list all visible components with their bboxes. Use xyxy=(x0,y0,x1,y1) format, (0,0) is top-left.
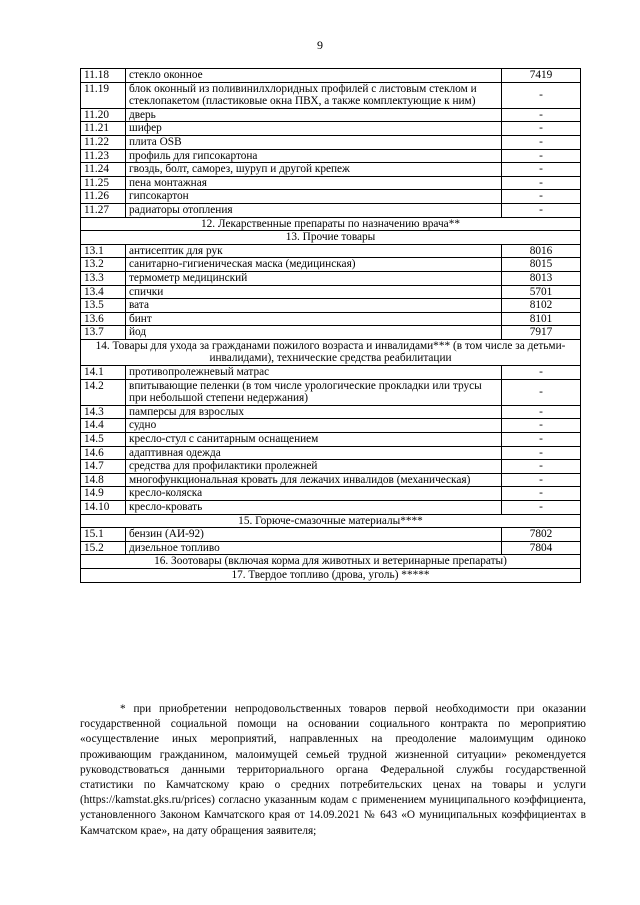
item-name: плита OSB xyxy=(126,135,502,149)
item-name: многофункциональная кровать для лежачих инвалидов (механическая) xyxy=(126,473,502,487)
table-row xyxy=(81,473,581,487)
section-row xyxy=(81,217,581,231)
item-number: 11.23 xyxy=(81,149,126,163)
item-number: 14.3 xyxy=(81,405,126,419)
item-name: блок оконный из поливинилхлоридных профилей с листовым стеклом и стеклопакетом (пластиковые окна ПВХ, а также комплектующие к ним) xyxy=(126,82,502,108)
item-number: 11.27 xyxy=(81,203,126,217)
table-row xyxy=(81,285,581,299)
item-name: пена монтажная xyxy=(126,176,502,190)
item-name: спички xyxy=(126,285,502,299)
table-row xyxy=(81,258,581,272)
item-name: средства для профилактики пролежней xyxy=(126,460,502,474)
item-code: - xyxy=(502,190,581,204)
item-number: 14.1 xyxy=(81,366,126,380)
item-number: 15.2 xyxy=(81,541,126,555)
table-row xyxy=(81,244,581,258)
item-number: 13.1 xyxy=(81,244,126,258)
item-number: 11.26 xyxy=(81,190,126,204)
item-name: вата xyxy=(126,299,502,313)
section-row xyxy=(81,514,581,528)
table-row xyxy=(81,176,581,190)
item-name: дизельное топливо xyxy=(126,541,502,555)
item-number: 11.25 xyxy=(81,176,126,190)
table-row xyxy=(81,122,581,136)
item-code: 8102 xyxy=(502,299,581,313)
table-row xyxy=(81,446,581,460)
item-code: - xyxy=(502,473,581,487)
item-code: - xyxy=(502,135,581,149)
item-number: 13.6 xyxy=(81,312,126,326)
item-code: - xyxy=(502,487,581,501)
section-row xyxy=(81,231,581,245)
item-code: - xyxy=(502,176,581,190)
table-row xyxy=(81,190,581,204)
item-name: впитывающие пеленки (в том числе урологические прокладки или трусы при небольшой степени недержания) xyxy=(126,379,502,405)
item-code: - xyxy=(502,163,581,177)
item-name: профиль для гипсокартона xyxy=(126,149,502,163)
table-row xyxy=(81,366,581,380)
table-row xyxy=(81,487,581,501)
item-code: 7419 xyxy=(502,69,581,83)
table-row xyxy=(81,501,581,515)
item-name: гвоздь, болт, саморез, шуруп и другой крепеж xyxy=(126,163,502,177)
table-row xyxy=(81,69,581,83)
item-code: 7804 xyxy=(502,541,581,555)
item-number: 13.5 xyxy=(81,299,126,313)
item-number: 14.7 xyxy=(81,460,126,474)
item-name: термометр медицинский xyxy=(126,271,502,285)
table-row xyxy=(81,203,581,217)
goods-table-body xyxy=(81,69,581,583)
item-name: противопролежневый матрас xyxy=(126,366,502,380)
table-row xyxy=(81,312,581,326)
section-title: 13. Прочие товары xyxy=(81,231,581,245)
item-name: адаптивная одежда xyxy=(126,446,502,460)
item-name: стекло оконное xyxy=(126,69,502,83)
item-code: 8101 xyxy=(502,312,581,326)
item-code: - xyxy=(502,446,581,460)
item-code: - xyxy=(502,108,581,122)
item-number: 11.24 xyxy=(81,163,126,177)
item-code: - xyxy=(502,379,581,405)
item-number: 14.5 xyxy=(81,433,126,447)
item-name: судно xyxy=(126,419,502,433)
item-name: кресло-коляска xyxy=(126,487,502,501)
section-row xyxy=(81,555,581,569)
item-code: 8015 xyxy=(502,258,581,272)
item-code: - xyxy=(502,501,581,515)
item-code: - xyxy=(502,149,581,163)
item-code: - xyxy=(502,122,581,136)
item-code: - xyxy=(502,419,581,433)
table-row xyxy=(81,379,581,405)
item-name: памперсы для взрослых xyxy=(126,405,502,419)
item-code: 8013 xyxy=(502,271,581,285)
item-number: 14.2 xyxy=(81,379,126,405)
item-name: йод xyxy=(126,326,502,340)
item-number: 11.19 xyxy=(81,82,126,108)
item-number: 14.8 xyxy=(81,473,126,487)
item-code: - xyxy=(502,82,581,108)
table-row xyxy=(81,419,581,433)
item-number: 11.21 xyxy=(81,122,126,136)
item-name: санитарно-гигиеническая маска (медицинская) xyxy=(126,258,502,272)
page-number: 9 xyxy=(317,38,323,52)
item-name: кресло-кровать xyxy=(126,501,502,515)
item-number: 14.4 xyxy=(81,419,126,433)
item-number: 14.9 xyxy=(81,487,126,501)
item-code: 5701 xyxy=(502,285,581,299)
section-row xyxy=(81,568,581,582)
table-row xyxy=(81,405,581,419)
table-row xyxy=(81,460,581,474)
item-number: 11.18 xyxy=(81,69,126,83)
goods-table xyxy=(80,68,581,583)
section-title: 12. Лекарственные препараты по назначению врача** xyxy=(81,217,581,231)
section-title: 14. Товары для ухода за гражданами пожилого возраста и инвалидами*** (в том числе за детьми-инвалидами), технические средства реабилитации xyxy=(81,339,581,365)
table-row xyxy=(81,108,581,122)
table-row xyxy=(81,163,581,177)
table-row xyxy=(81,149,581,163)
item-name: дверь xyxy=(126,108,502,122)
item-code: - xyxy=(502,433,581,447)
table-row xyxy=(81,135,581,149)
item-name: гипсокартон xyxy=(126,190,502,204)
table-row xyxy=(81,271,581,285)
item-code: 7917 xyxy=(502,326,581,340)
section-row xyxy=(81,339,581,365)
item-number: 13.3 xyxy=(81,271,126,285)
item-name: антисептик для рук xyxy=(126,244,502,258)
section-title: 17. Твердое топливо (дрова, уголь) ***** xyxy=(81,568,581,582)
item-number: 13.7 xyxy=(81,326,126,340)
section-title: 16. Зоотовары (включая корма для животных и ветеринарные препараты) xyxy=(81,555,581,569)
table-row xyxy=(81,82,581,108)
item-number: 14.10 xyxy=(81,501,126,515)
section-title: 15. Горюче-смазочные материалы**** xyxy=(81,514,581,528)
item-code: 8016 xyxy=(502,244,581,258)
item-number: 14.6 xyxy=(81,446,126,460)
item-code: - xyxy=(502,203,581,217)
table-row xyxy=(81,433,581,447)
item-number: 11.20 xyxy=(81,108,126,122)
item-name: шифер xyxy=(126,122,502,136)
table-row xyxy=(81,541,581,555)
item-number: 11.22 xyxy=(81,135,126,149)
table-row xyxy=(81,326,581,340)
item-code: - xyxy=(502,405,581,419)
footnote: * при приобретении непродовольственных товаров первой необходимости при оказании государственной социальной помощи на основании социального контракта по мероприятию «осуществление иных мероприятий, направленных на преодоление малоимущим одиноко проживающим гражданином, малоимущей семьей трудной жизненной ситуации» рекомендуется руководствоваться данными территориального органа Федеральной службы государственной статистики по Камчатскому краю о средних потребительских ценах на товары и услуги (https://kamstat.gks.ru/prices) согласно указанным кодам с применением муниципального коэффициента, установленного Законом Камчатского края от 14.09.2021 № 643 «О муниципальных коэффициентах в Камчатском крае», на дату обращения заявителя; xyxy=(80,703,586,837)
item-code: 7802 xyxy=(502,528,581,542)
table-row xyxy=(81,299,581,313)
item-code: - xyxy=(502,460,581,474)
item-number: 13.2 xyxy=(81,258,126,272)
table-row xyxy=(81,528,581,542)
item-number: 15.1 xyxy=(81,528,126,542)
item-code: - xyxy=(502,366,581,380)
item-name: бензин (АИ-92) xyxy=(126,528,502,542)
item-name: бинт xyxy=(126,312,502,326)
item-number: 13.4 xyxy=(81,285,126,299)
item-name: радиаторы отопления xyxy=(126,203,502,217)
item-name: кресло-стул с санитарным оснащением xyxy=(126,433,502,447)
